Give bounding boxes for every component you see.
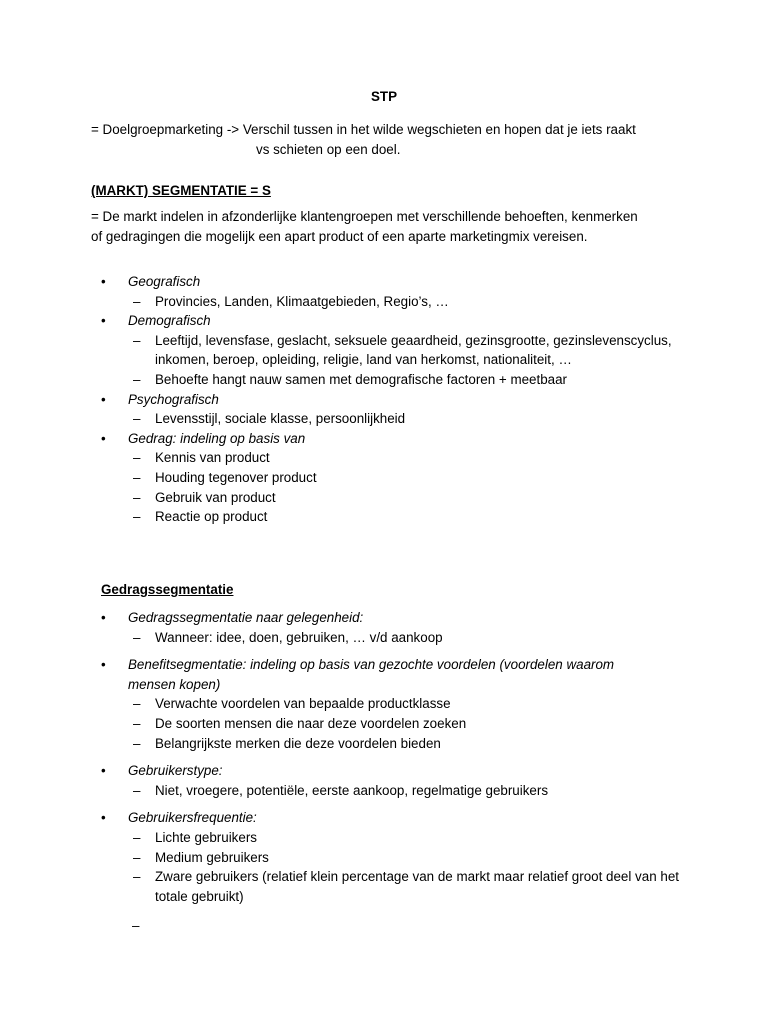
bullet-icon: •: [101, 657, 106, 673]
intro-line-2: vs schieten op een doel.: [256, 142, 401, 157]
segmentatie-definition: = De markt indelen in afzonderlijke klantengroepen met verschillende behoeften, kenmerken of gedragingen die mogelijk een apart product of een aparte marketingmix vereisen.: [91, 209, 638, 244]
sub-list: [128, 448, 691, 526]
dash-icon: –: [133, 869, 141, 885]
sub-item-text: Medium gebruikers: [155, 849, 269, 865]
sub-item-text: Lichte gebruikers: [155, 829, 257, 845]
sub-item-text: Gebruik van product: [155, 489, 276, 505]
sub-list-item: [128, 409, 691, 429]
bullet-icon: •: [101, 274, 106, 289]
bullet-icon: •: [101, 810, 106, 826]
sub-list: [128, 694, 691, 753]
list-item: [91, 608, 691, 655]
page-title: STP: [370, 89, 398, 104]
list-item: [91, 808, 691, 906]
dash-icon: –: [133, 715, 141, 731]
sub-list: [128, 331, 691, 390]
sub-list-item: [128, 828, 691, 848]
sub-item-text: Wanneer: idee, doen, gebruiken, … v/d aankoop: [155, 629, 443, 645]
sub-item-text: Niet, vroegere, potentiële, eerste aankoop, regelmatige gebruikers: [155, 782, 549, 798]
bullet-icon: •: [101, 430, 106, 446]
sub-list-item: [128, 694, 691, 714]
dash-icon: –: [133, 829, 141, 845]
sub-list-item: [128, 370, 691, 390]
sub-list-item: [128, 848, 691, 868]
gedragssegmentatie-list: [91, 608, 691, 906]
sub-list: [128, 828, 691, 906]
sub-list: [128, 628, 691, 648]
sub-item-text: De soorten mensen die naar deze voordelen zoeken: [155, 715, 467, 731]
sub-item-text: Reactie op product: [155, 509, 268, 525]
list-item: [91, 390, 691, 429]
item-label: Benefitsegmentatie: indeling op basis van gezochte voordelen (voordelen waarom mensen kopen): [128, 657, 615, 692]
list-item: [91, 429, 691, 527]
sub-list: [128, 409, 691, 429]
sub-item-text: Verwachte voordelen van bepaalde productklasse: [155, 696, 451, 712]
sub-list-item: [128, 507, 691, 527]
dash-icon: –: [133, 450, 141, 466]
item-label: Demografisch: [128, 313, 211, 329]
sub-list-item: [128, 628, 691, 648]
item-label: Gebruikerstype:: [128, 763, 223, 779]
dash-icon: –: [133, 371, 141, 387]
dash-icon: –: [133, 849, 141, 865]
sub-item-text: Leeftijd, levensfase, geslacht, seksuele geaardheid, gezinsgrootte, gezinslevenscyclus, inkomen, beroep, opleiding, religie, land van herkomst, nationaliteit, …: [155, 332, 672, 368]
sub-list-item: [128, 488, 691, 508]
sub-list-item: [128, 448, 691, 468]
bullet-icon: •: [101, 313, 106, 329]
sub-item-text: Kennis van product: [155, 450, 270, 466]
dash-icon: –: [133, 509, 141, 525]
sub-list-item: [128, 331, 691, 370]
dash-icon: –: [133, 489, 141, 505]
dash-icon: –: [133, 782, 141, 798]
sub-list-item: [128, 734, 691, 754]
sub-item-text: Behoefte hangt nauw samen met demografische factoren + meetbaar: [155, 371, 568, 387]
item-label: Gedragssegmentatie naar gelegenheid:: [128, 610, 364, 625]
sub-list-item: [128, 714, 691, 734]
section-heading-segmentatie: (MARKT) SEGMENTATIE = S: [91, 183, 271, 198]
dash-icon: –: [133, 469, 141, 485]
dash-icon: –: [133, 411, 141, 427]
sub-list-item: [128, 867, 691, 906]
dash-icon: –: [133, 629, 141, 645]
dash-icon: –: [133, 332, 141, 348]
item-label: Gedrag: indeling op basis van: [128, 430, 306, 446]
empty-dash-icon: –: [132, 918, 140, 933]
bullet-icon: •: [101, 763, 106, 779]
sub-list: [128, 292, 691, 312]
item-label: Gebruikersfrequentie:: [128, 810, 257, 826]
list-item: [91, 761, 691, 808]
sub-item-text: Levensstijl, sociale klasse, persoonlijkheid: [155, 411, 406, 427]
dash-icon: –: [133, 696, 141, 712]
sub-list: [128, 781, 691, 801]
sub-item-text: Belangrijkste merken die deze voordelen bieden: [155, 735, 441, 751]
bullet-icon: •: [101, 391, 106, 407]
sub-list-item: [128, 292, 691, 312]
segmentatie-list: [91, 272, 691, 527]
item-label: Geografisch: [128, 274, 201, 289]
section-heading-gedragssegmentatie: Gedragssegmentatie: [101, 582, 234, 597]
sub-item-text: Provincies, Landen, Klimaatgebieden, Regio’s, …: [155, 293, 449, 309]
item-label: Psychografisch: [128, 391, 219, 407]
intro-line-1: = Doelgroepmarketing -> Verschil tussen in het wilde wegschieten en hopen dat je iets raakt: [91, 122, 636, 137]
sub-item-text: Zware gebruikers (relatief klein percentage van de markt maar relatief groot deel van het totale gebruikt): [155, 869, 679, 904]
sub-list-item: [128, 781, 691, 801]
list-item: [91, 272, 691, 311]
list-item: [91, 311, 691, 389]
dash-icon: –: [133, 293, 141, 309]
sub-item-text: Houding tegenover product: [155, 469, 317, 485]
dash-icon: –: [133, 735, 141, 751]
sub-list-item: [128, 468, 691, 488]
list-item: [91, 655, 691, 761]
bullet-icon: •: [101, 610, 106, 625]
